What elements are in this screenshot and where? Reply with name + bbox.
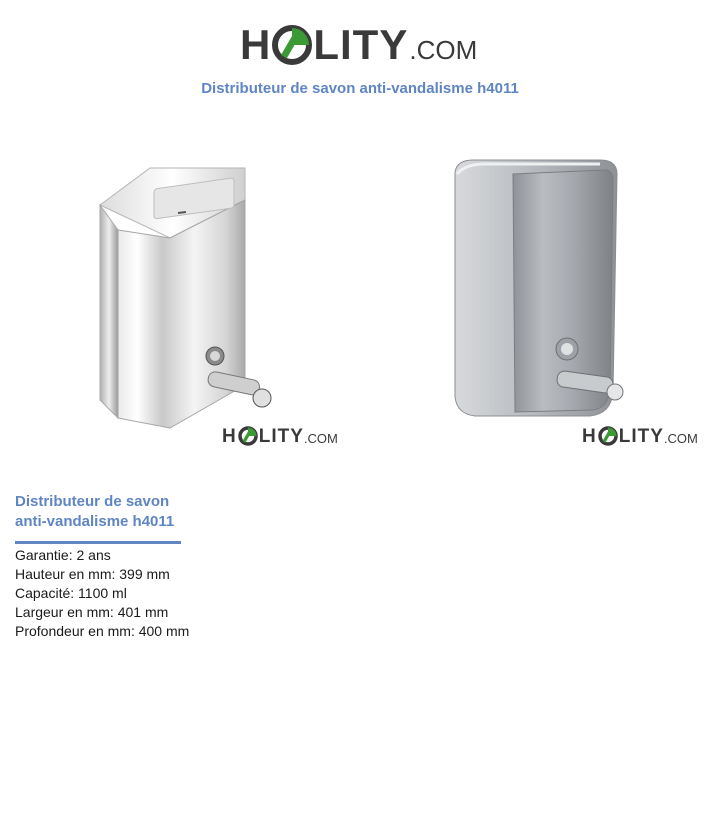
logo-letter-h: H	[582, 426, 597, 447]
logo-o-icon	[272, 25, 312, 65]
spec-capacity: Capacité: 1100 ml	[15, 585, 127, 601]
product-name-line-2: anti-vandalisme h4011	[15, 513, 175, 530]
spec-warranty: Garantie: 2 ans	[15, 547, 111, 563]
logo-letter-h: H	[240, 21, 272, 68]
logo-letter-h: H	[222, 426, 237, 447]
soap-dispenser-photo-angle	[445, 152, 635, 424]
logo-suffix-com: .COM	[663, 431, 698, 446]
spec-height: Hauteur en mm: 399 mm	[15, 566, 170, 582]
product-name-line-1: Distributeur de savon	[15, 493, 170, 510]
spec-list	[15, 546, 189, 641]
logo-letters-lity: LITY	[313, 21, 409, 68]
soap-dispenser-photo-front	[90, 160, 290, 435]
holity-logo-small	[222, 426, 338, 446]
logo-o-icon	[238, 426, 258, 446]
logo-suffix-com: .COM	[409, 35, 478, 65]
product-name	[15, 492, 215, 532]
holity-logo[interactable]	[240, 14, 485, 66]
spec-depth: Profondeur en mm: 400 mm	[15, 623, 190, 639]
holity-logo-small	[582, 426, 698, 446]
logo-suffix-com: .COM	[303, 431, 338, 446]
logo-o-icon	[598, 426, 618, 446]
section-divider	[15, 541, 181, 544]
page-title: Distributeur de savon anti-vandalisme h4011	[201, 80, 519, 97]
spec-width: Largeur en mm: 401 mm	[15, 604, 169, 620]
logo-letters-lity: LITY	[258, 426, 304, 447]
logo-letters-lity: LITY	[618, 426, 664, 447]
